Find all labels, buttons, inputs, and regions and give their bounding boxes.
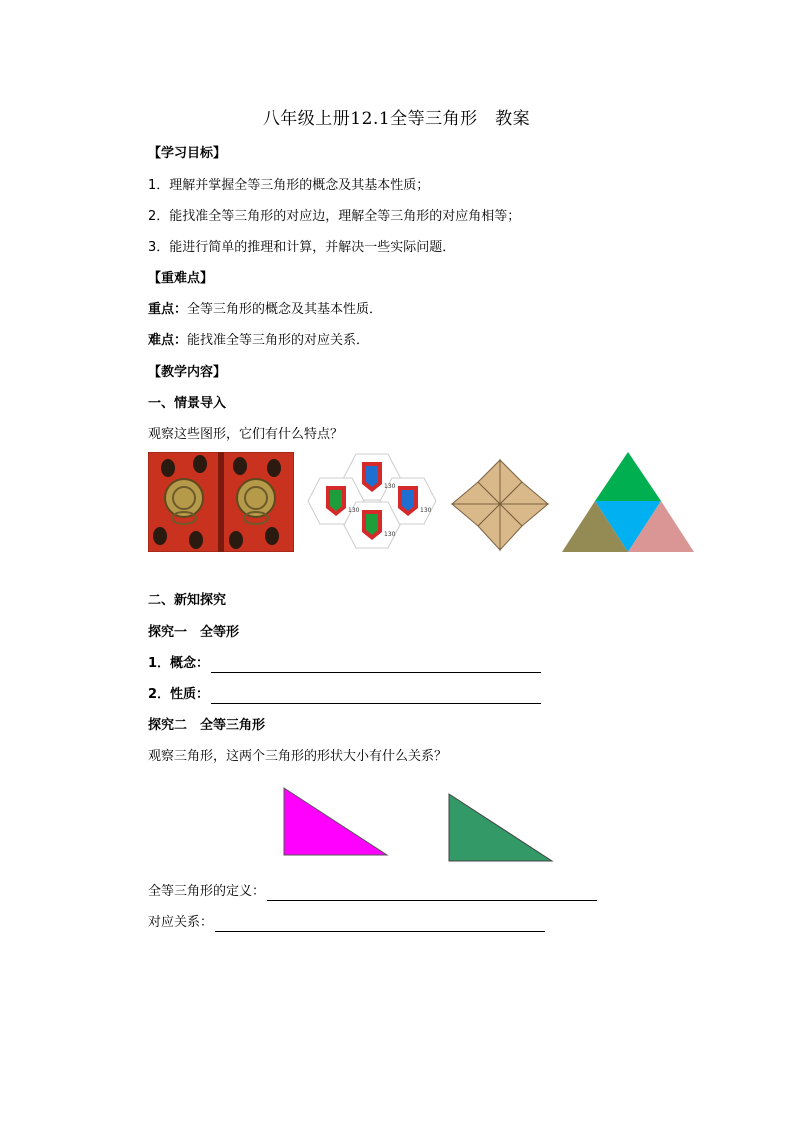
concept-line	[148, 655, 541, 673]
difficulty-label: 难点：	[148, 333, 188, 348]
correspondence-label: 对应关系：	[148, 915, 214, 930]
correspondence-line	[148, 914, 545, 932]
goal-item-3: 3．能进行简单的推理和计算，并解决一些实际问题．	[148, 240, 456, 255]
correspondence-answer-blank[interactable]	[215, 917, 545, 932]
explore1-heading: 探究一 全等形	[148, 625, 240, 640]
definition-label: 全等三角形的定义：	[148, 884, 266, 899]
green-triangle	[448, 793, 554, 863]
explore2-question: 观察三角形，这两个三角形的形状大小有什么关系？	[148, 749, 448, 764]
difficulty-text: 能找准全等三角形的对应关系．	[187, 333, 370, 348]
goal-item-1: 1．理解并掌握全等三角形的概念及其基本性质；	[148, 178, 430, 193]
page-title: 八年级上册12.1全等三角形 教案	[262, 109, 531, 129]
hexagon-stamps-image	[304, 452, 440, 552]
door-knockers-image	[148, 452, 294, 552]
concept-label: 1．概念：	[148, 656, 210, 671]
definition-line	[148, 883, 597, 901]
part1-question: 观察这些图形，它们有什么特点？	[148, 427, 344, 442]
key-points-heading: 【重难点】	[148, 271, 214, 286]
goal-item-2: 2．能找准全等三角形的对应边，理解全等三角形的对应角相等；	[148, 209, 521, 224]
stamp-value-2: 130	[348, 507, 360, 514]
explore2-heading: 探究二 全等三角形	[148, 718, 266, 733]
stamp-value-3: 130	[420, 507, 432, 514]
content-heading: 【教学内容】	[148, 365, 227, 380]
definition-answer-blank[interactable]	[267, 886, 597, 901]
four-triangles-image	[561, 450, 695, 554]
difficulty-line	[148, 332, 369, 350]
property-line	[148, 686, 541, 704]
property-label: 2．性质：	[148, 687, 210, 702]
stamp-value-4: 130	[384, 531, 396, 538]
key-point-line	[148, 301, 382, 319]
key-point-text: 全等三角形的概念及其基本性质．	[187, 302, 383, 317]
concept-answer-blank[interactable]	[211, 658, 541, 673]
pinwheel-image	[450, 456, 550, 552]
part2-heading: 二、新知探究	[148, 593, 227, 608]
key-point-label: 重点：	[148, 302, 188, 317]
stamp-value-1: 130	[384, 483, 396, 490]
goals-heading: 【学习目标】	[148, 146, 227, 161]
property-answer-blank[interactable]	[211, 689, 541, 704]
part1-heading: 一、情景导入	[148, 396, 227, 411]
magenta-triangle	[283, 787, 389, 857]
